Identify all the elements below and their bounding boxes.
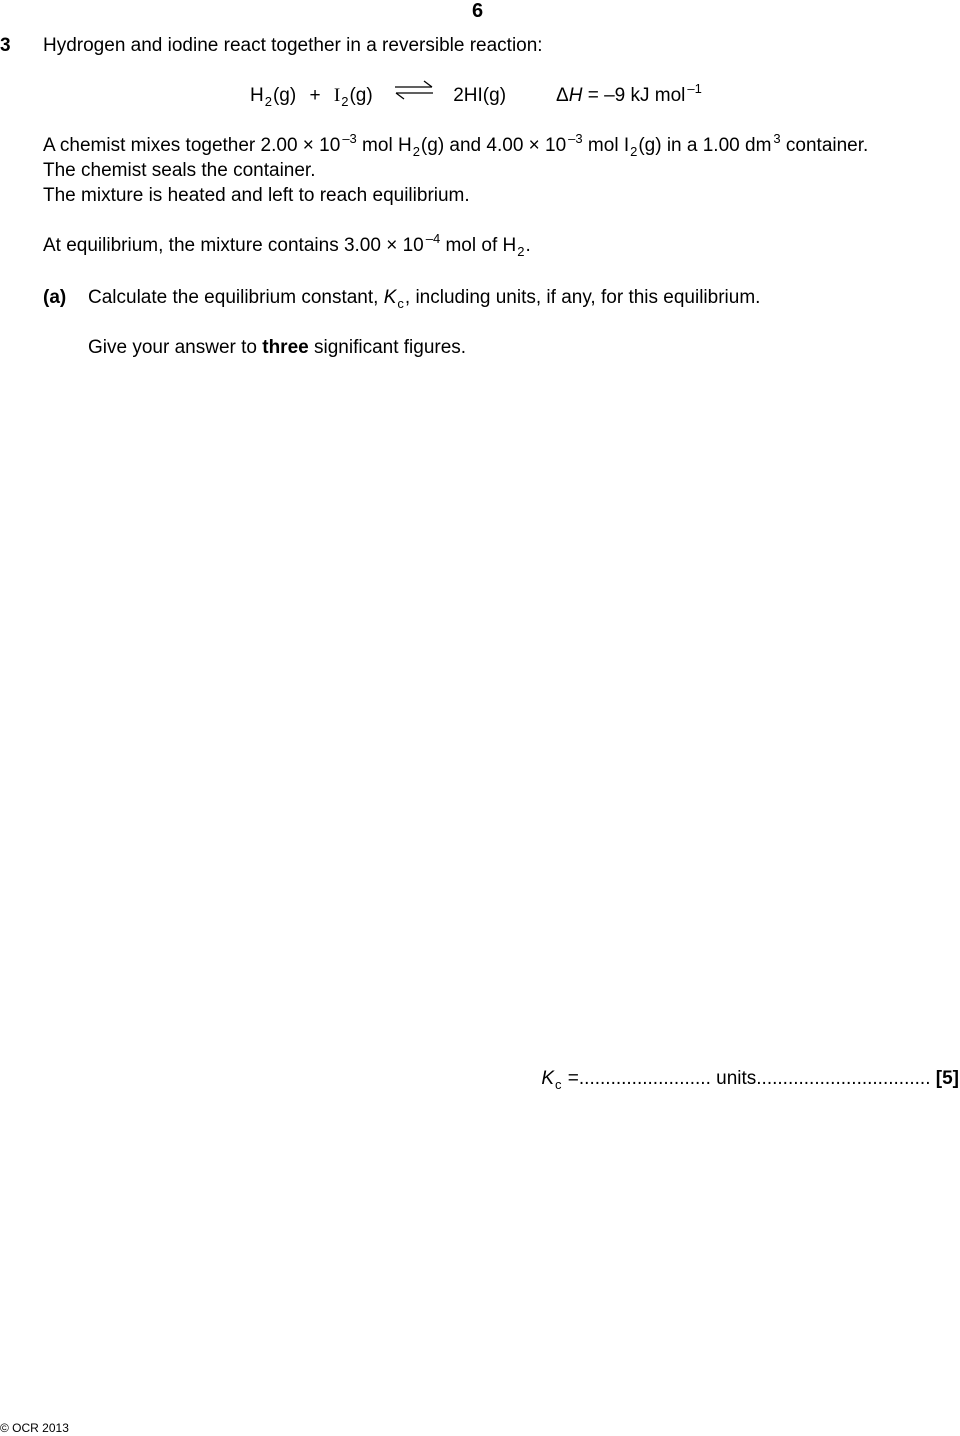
equilibrium-statement: At equilibrium, the mixture contains 3.00 × 10 $^{-4}$ mol of $H_2$. <box>43 231 531 259</box>
sig-fig-instruction: Give your answer to three significant figures. <box>88 337 467 358</box>
question-intro: Hydrogen and iodine react together in a reversible reaction: <box>43 35 543 56</box>
reactant-i2: $I_2(g)$ <box>333 85 373 109</box>
heated-statement: The mixture is heated and left to reach equilibrium. <box>43 185 470 206</box>
plus-sign: + <box>309 85 321 106</box>
marks-indicator: [5] <box>935 1068 959 1089</box>
part-a-label: (a) <box>43 287 67 308</box>
reactant-h2: $H_2(g)$ <box>250 85 297 109</box>
footer-copyright: © OCR 2013 <box>0 1421 69 1435</box>
answer-line[interactable]: $K_c$ =......................... units................................. [5] <box>541 1068 959 1092</box>
product-hi: 2HI(g) <box>453 85 507 106</box>
question-number: 3 <box>0 35 11 56</box>
seals-statement: The chemist seals the container. <box>43 160 316 181</box>
enthalpy-change: ΔH = –9 kJ mol $^{-1}$ <box>556 81 702 106</box>
equilibrium-arrow-icon <box>394 80 434 100</box>
page-number: 6 <box>472 0 484 22</box>
mixing-statement: A chemist mixes together 2.00 × 10 $^{-3}$ mol $H_2(g)$ and 4.00 × 10 $^{-3}$ mol $I_2(g)$ in a 1.00 dm $^3$ container. <box>43 131 869 159</box>
part-a-question: Calculate the equilibrium constant, $K_c$, including units, if any, for this equilibrium. <box>88 287 761 311</box>
reaction-equation <box>250 84 506 109</box>
